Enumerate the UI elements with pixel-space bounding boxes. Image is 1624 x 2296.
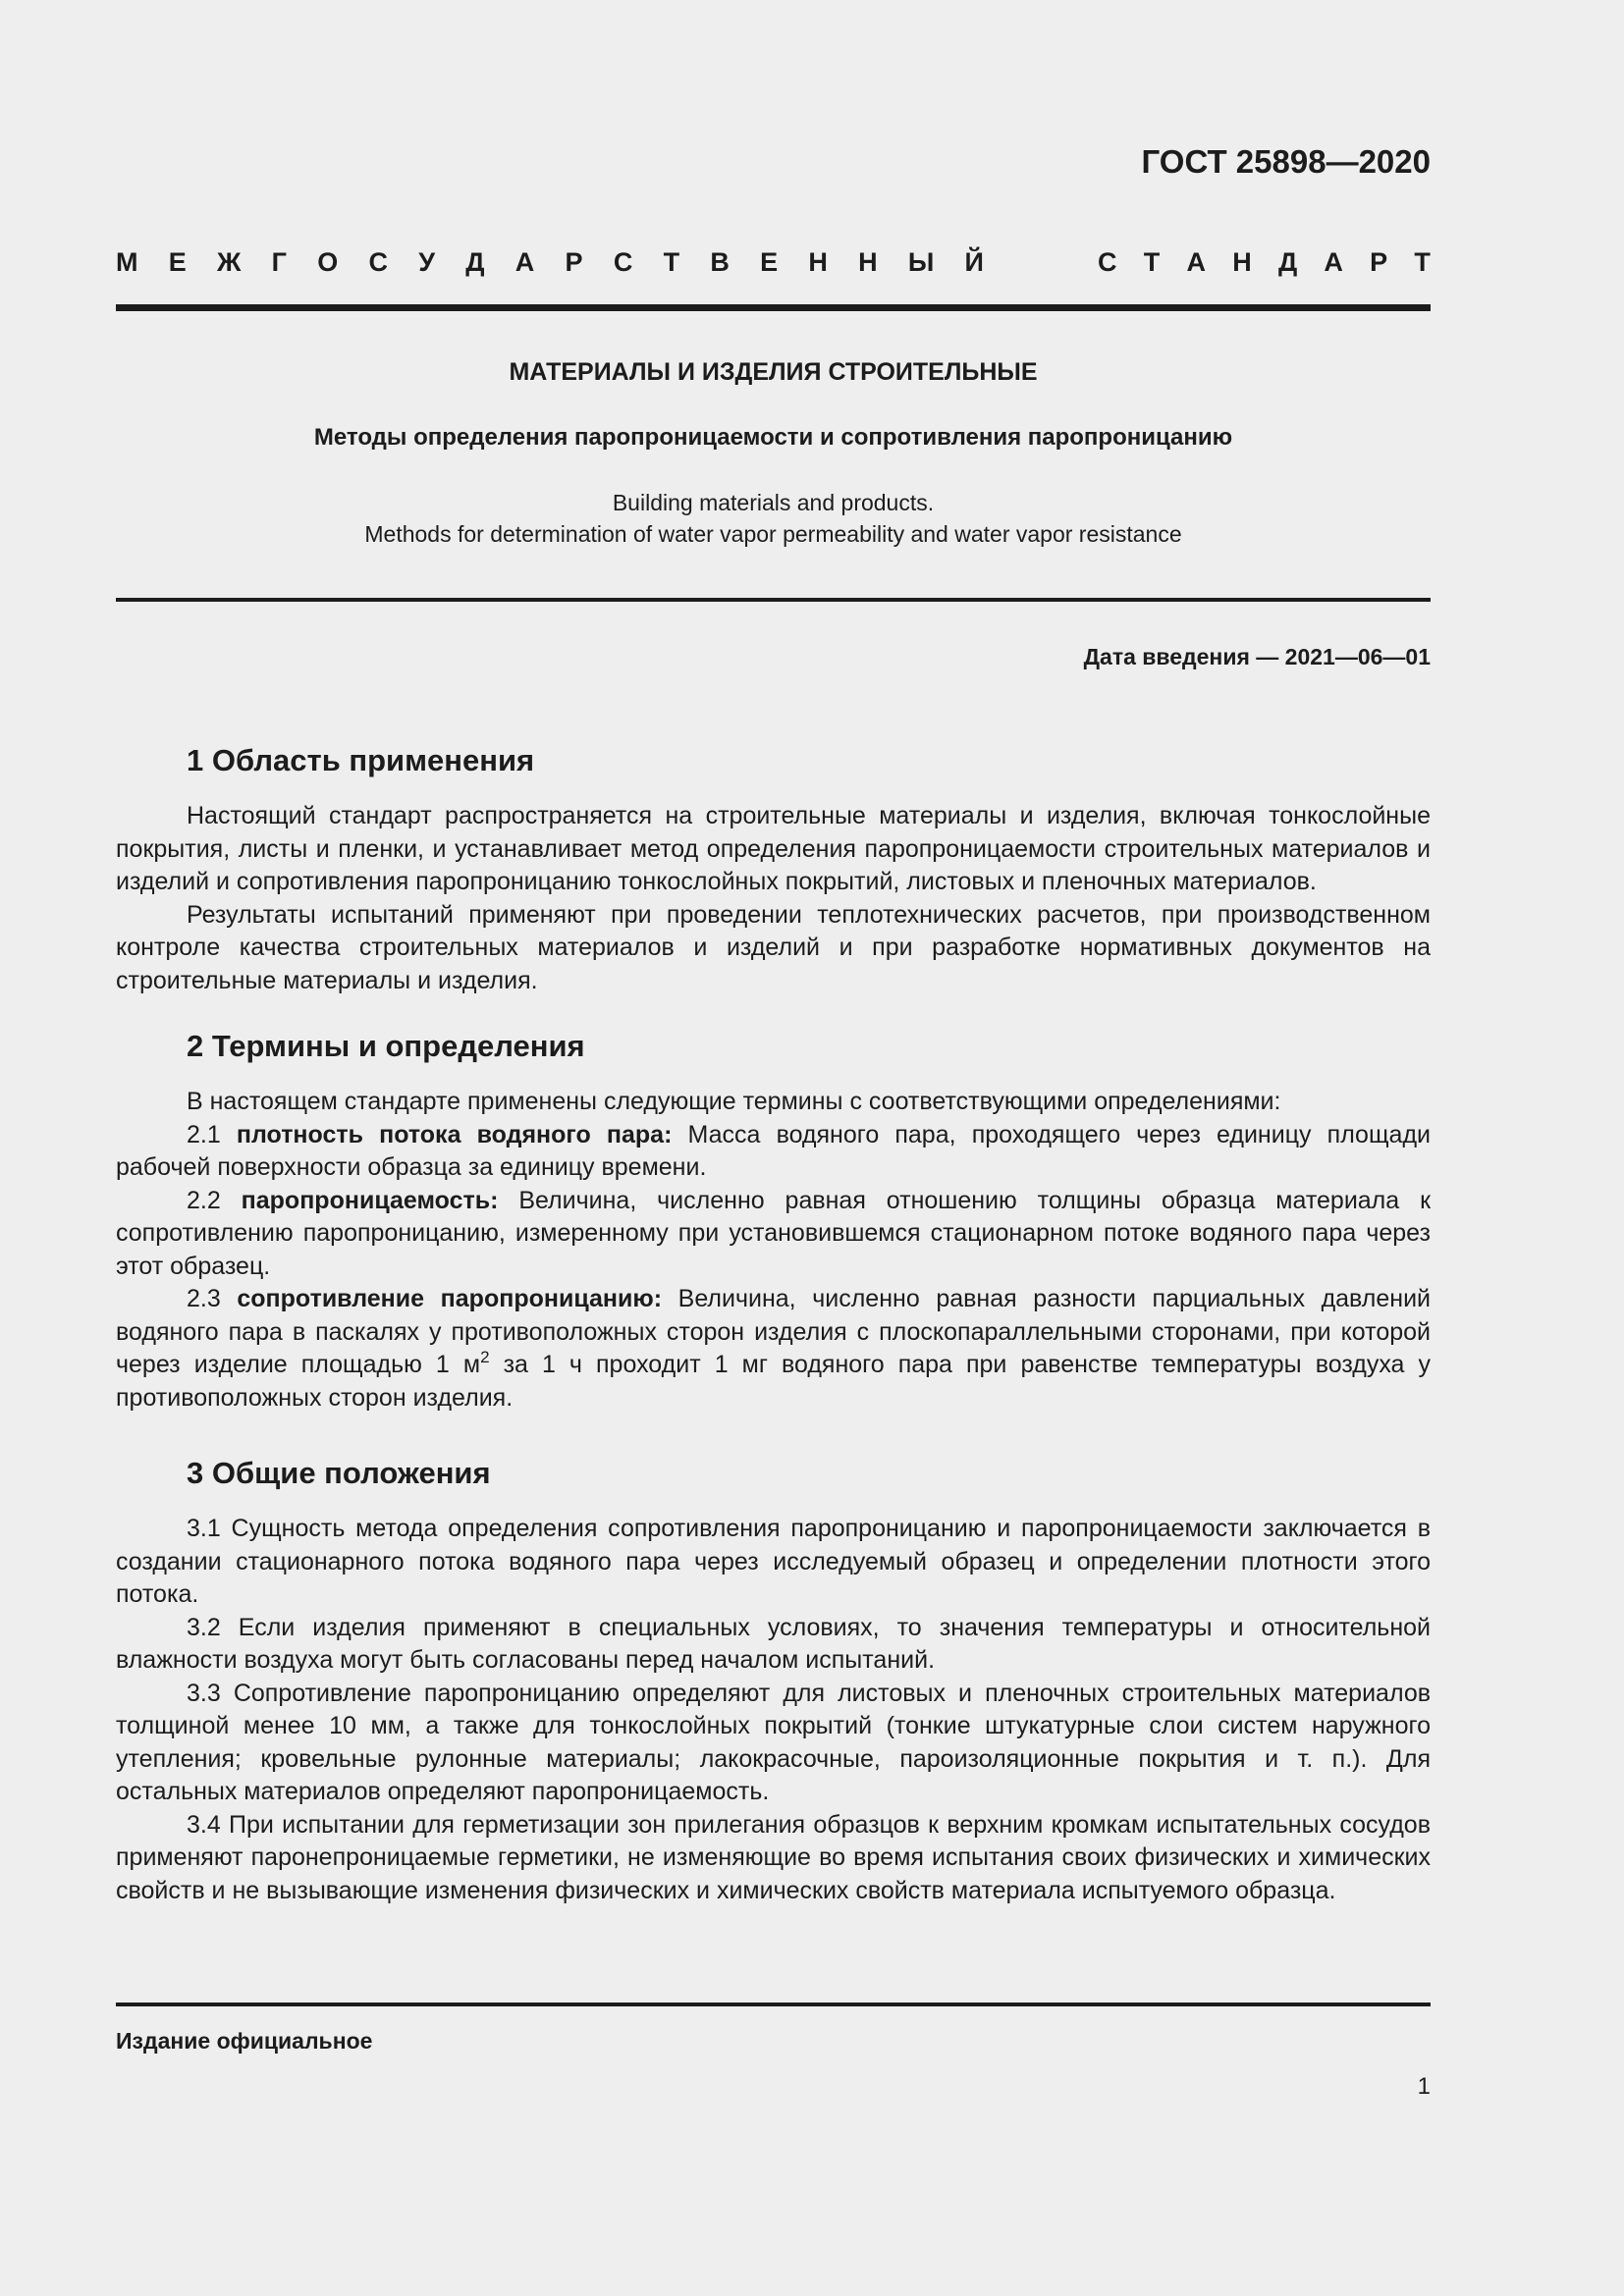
banner-letter: Д [1277, 247, 1298, 277]
banner-letter: У [418, 247, 436, 277]
section-heading: 1 Область применения [187, 743, 535, 777]
term-number: 2.1 [187, 1120, 237, 1148]
section-scope [116, 739, 1431, 997]
term-definition [116, 1283, 1431, 1415]
banner-letter: Р [1370, 247, 1388, 277]
banner-letter: М [116, 247, 138, 277]
definition: Величина, численно равная разности парциальных давлений водяного пара в паскалях у противоположных сторон изделия с плоскопараллельными сторонами, при которой через изделие площадью 1 м [116, 1285, 1431, 1378]
banner-letter: Т [1143, 247, 1161, 277]
standard-banner [116, 247, 1431, 278]
banner-letter: Е [168, 247, 187, 277]
section-general [116, 1452, 1431, 1907]
introduction-date: Дата введения — 2021—06—01 [1083, 644, 1431, 669]
term-number: 2.2 [187, 1186, 242, 1214]
term: сопротивление паропроницанию: [237, 1285, 663, 1312]
document-code: ГОСТ 25898—2020 [1141, 143, 1431, 180]
english-title-line2: Methods for determination of water vapor permeability and water vapor resistance [364, 521, 1182, 547]
paragraph: 3.4 При испытании для герметизации зон прилегания образцов к верхним кромкам испытательных сосудов применяют паронепроницаемые герметики, не изменяющие во время испытания своих физических и химических свойств и не вызывающие изменения физических и химических свойств материала испытуемого образца. [116, 1810, 1431, 1904]
edition-label: Издание официальное [116, 2028, 373, 2054]
banner-letter: Н [808, 247, 828, 277]
banner-letter: Н [858, 247, 878, 277]
banner-letter: В [710, 247, 730, 277]
banner-letter: С [613, 247, 633, 277]
banner-letter: Т [1414, 247, 1431, 277]
section-heading: 3 Общие положения [187, 1456, 491, 1490]
banner-letter: Т [663, 247, 680, 277]
paragraph: 3.3 Сопротивление паропроницанию определяют для листовых и пленочных строительных материалов толщиной менее 10 мм, а также для тонкослойных покрытий (тонкие штукатурные слои систем наружного утепления; кровельные рулонные материалы; лакокрасочные, пароизоляционные покрытия и т. п.). Для остальных материалов определяют паропроницаемость. [116, 1679, 1431, 1805]
banner-letter: Р [565, 247, 583, 277]
paragraph: 3.1 Сущность метода определения сопротивления паропроницанию и паропроницаемости заключается в создании стационарного потока водяного пара через исследуемый образец и определении плотности этого потока. [116, 1515, 1431, 1608]
banner-letter: А [1324, 247, 1343, 277]
banner-letter: А [514, 247, 535, 277]
banner-letter: О [317, 247, 339, 277]
banner-letter: Й [964, 247, 984, 277]
document-title: МАТЕРИАЛЫ И ИЗДЕЛИЯ СТРОИТЕЛЬНЫЕ [509, 358, 1038, 386]
definition: Масса водяного пара, проходящего через единицу площади рабочей поверхности образца за единицу времени. [116, 1120, 1431, 1181]
banner-letter: Ж [217, 247, 242, 277]
document-subtitle: Методы определения паропроницаемости и сопротивления паропроницанию [313, 424, 1233, 451]
banner-letter: Е [760, 247, 779, 277]
term-definition [116, 1185, 1431, 1284]
document-body [116, 739, 1431, 1907]
header-divider [116, 304, 1431, 311]
paragraph: Настоящий стандарт распространяется на строительные материалы и изделия, включая тонкослойные покрытия, листы и пленки, и устанавливает метод определения паропроницаемости строительных материалов и изделий и сопротивления паропроницанию тонкослойных покрытий, листовых и пленочных материалов. [116, 802, 1431, 895]
term-definition [116, 1119, 1431, 1185]
banner-letter: Н [1232, 247, 1252, 277]
superscript: 2 [480, 1348, 490, 1366]
banner-letter: Г [271, 247, 287, 277]
paragraph: В настоящем стандарте применены следующие термины с соответствующими определениями: [187, 1088, 1281, 1115]
term-number: 2.3 [187, 1285, 238, 1312]
banner-letter: А [1186, 247, 1206, 277]
banner-letter: С [1098, 247, 1117, 277]
english-title-line1: Building materials and products. [612, 490, 935, 515]
section-terms [116, 1025, 1431, 1415]
term: плотность потока водяного пара: [236, 1120, 673, 1148]
definition: Величина, численно равная отношению толщины образца материала к сопротивлению паропроницанию, измеренному при установившемся стационарном потоке водяного пара через этот образец. [116, 1186, 1432, 1280]
paragraph: 3.2 Если изделия применяют в специальных условиях, то значения температуры и относительной влажности воздуха могут быть согласованы перед началом испытаний. [116, 1613, 1431, 1674]
banner-word-standard [1098, 247, 1431, 278]
banner-letter: Ы [907, 247, 935, 277]
definition-continued: за 1 ч проходит 1 мг водяного пара при равенстве температуры воздуха у противоположных сторон изделия. [116, 1351, 1431, 1412]
page-number: 1 [1417, 2073, 1431, 2100]
section-heading: 2 Термины и определения [187, 1029, 585, 1063]
paragraph: Результаты испытаний применяют при проведении теплотехнических расчетов, при производственном контроле качества строительных материалов и изделий и при разработке нормативных документов на строительные материалы и изделия. [116, 900, 1431, 994]
banner-word-interstate [116, 247, 984, 278]
english-title [116, 487, 1431, 550]
title-divider [116, 598, 1431, 602]
banner-letter: Д [465, 247, 485, 277]
term: паропроницаемость: [241, 1186, 499, 1214]
footer-divider [116, 2002, 1431, 2006]
banner-letter: С [368, 247, 388, 277]
